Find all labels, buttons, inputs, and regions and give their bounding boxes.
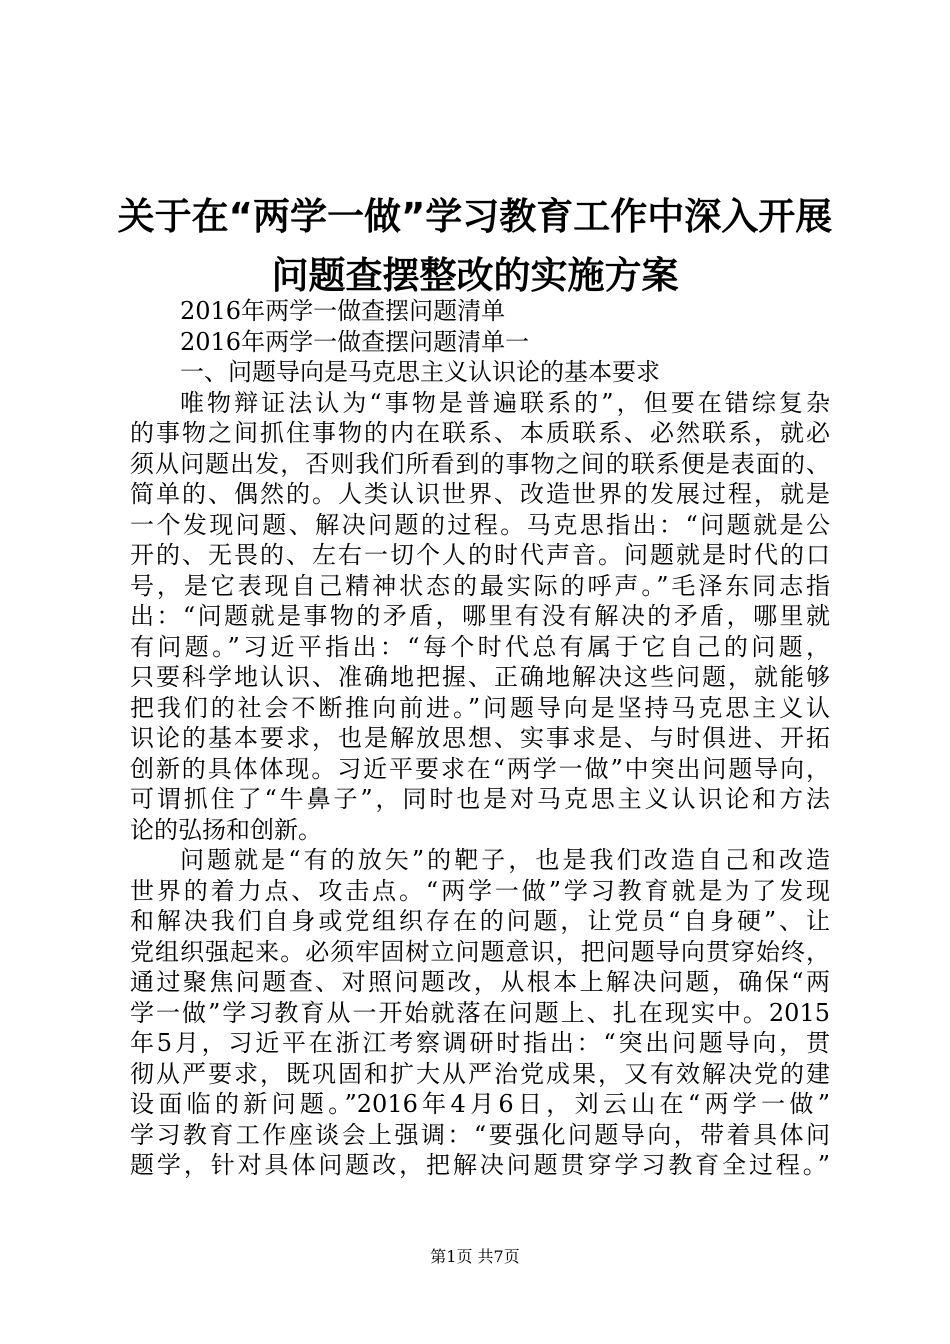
body-text-line: 通过聚焦问题查、对照问题改，从根本上解决问题，确保“两 — [130, 968, 830, 996]
body-text-line: 学习教育工作座谈会上强调：“要强化问题导向，带着具体问 — [130, 1120, 830, 1149]
body-text-line: 号，是它表现自己精神状态的最实际的呼声。”毛泽东同志指 — [130, 571, 830, 600]
body-text-line: 和解决我们自身或党组织存在的问题，让党员“自身硬”、让 — [130, 907, 830, 935]
body-text-line: 创新的具体体现。习近平要求在“两学一做”中突出问题导向， — [130, 754, 830, 783]
document-title-line-2: 问题查摆整改的实施方案 — [271, 254, 679, 297]
body-text-line: 唯物辩证法认为“事物是普遍联系的”，但要在错综复杂 — [180, 388, 830, 417]
body-text-line: 2016年两学一做查摆问题清单一 — [180, 327, 530, 356]
document-body — [130, 296, 830, 1181]
body-text-line: 一个发现问题、解决问题的过程。马克思指出：“问题就是公 — [130, 510, 830, 539]
body-text-line: 题学，针对具体问题改，把解决问题贯穿学习教育全过程。” — [130, 1151, 830, 1179]
body-text-line: 世界的着力点、攻击点。“两学一做”学习教育就是为了发现 — [130, 876, 830, 905]
body-text-line: 一、问题导向是马克思主义认识论的基本要求 — [180, 358, 660, 386]
body-text-line: 彻从严要求，既巩固和扩大从严治党成果，又有效解决党的建 — [130, 1059, 830, 1088]
body-text-line: 可谓抓住了“牛鼻子”，同时也是对马克思主义认识论和方法 — [130, 785, 830, 813]
body-text-line: 有问题。”习近平指出：“每个时代总有属于它自己的问题， — [130, 632, 830, 661]
body-text-line: 党组织强起来。必须牢固树立问题意识，把问题导向贯穿始终， — [130, 937, 830, 966]
body-text-line: 的事物之间抓住事物的内在联系、本质联系、必然联系，就必 — [130, 419, 830, 447]
body-text-line: 设面临的新问题。”2016年4月6日，刘云山在“两学一做” — [130, 1090, 830, 1118]
body-text-line: 只要科学地认识、准确地把握、正确地解决这些问题，就能够 — [130, 663, 830, 691]
body-text-line: 出：“问题就是事物的矛盾，哪里有没有解决的矛盾，哪里就 — [130, 602, 830, 630]
body-text-line: 须从问题出发，否则我们所看到的事物之间的联系便是表面的、 — [130, 449, 830, 478]
document-title-line-1: 关于在“两学一做”学习教育工作中深入开展 — [117, 195, 833, 238]
body-text-line: 论的弘扬和创新。 — [130, 815, 322, 844]
body-text-line: 识论的基本要求，也是解放思想、实事求是、与时俱进、开拓 — [130, 724, 830, 752]
body-text-line: 2016年两学一做查摆问题清单 — [180, 297, 506, 325]
body-text-line: 把我们的社会不断推向前进。”问题导向是坚持马克思主义认 — [130, 693, 830, 722]
body-text-line: 学一做”学习教育从一开始就落在问题上、扎在现实中。2015 — [130, 998, 830, 1027]
body-text-line: 年5月，习近平在浙江考察调研时指出：“突出问题导向，贯 — [130, 1029, 830, 1057]
body-text-line: 简单的、偶然的。人类认识世界、改造世界的发展过程，就是 — [130, 480, 830, 508]
page-footer: 第1页 共7页 — [430, 1247, 520, 1266]
body-text-line: 问题就是“有的放矢”的靶子，也是我们改造自己和改造 — [180, 846, 830, 874]
body-text-line: 开的、无畏的、左右一切个人的时代声音。问题就是时代的口 — [130, 541, 830, 569]
